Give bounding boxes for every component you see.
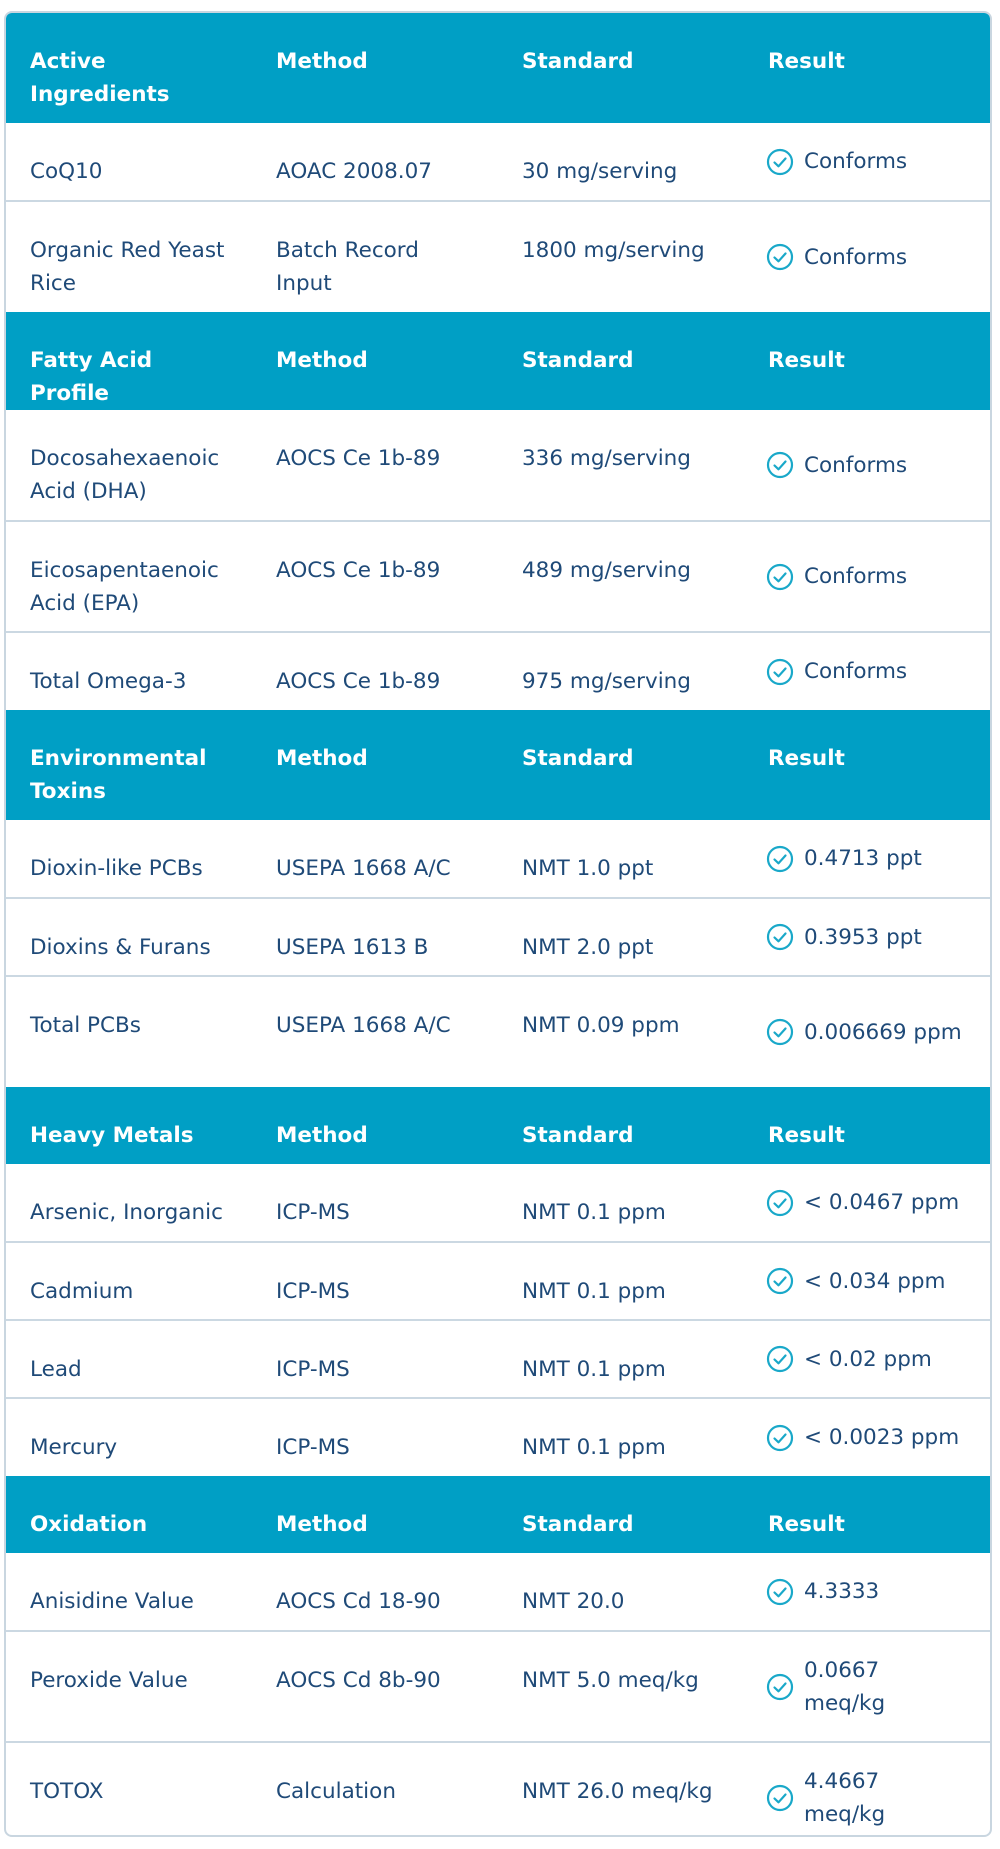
table-row [6,632,990,710]
row-standard: NMT 0.1 ppm [498,1242,744,1320]
row-standard: NMT 20.0 [498,1553,744,1631]
circle-check-icon [766,1673,794,1701]
row-result [744,410,990,521]
result-text: < 0.0467 ppm [804,1190,960,1215]
circle-check-icon [766,1578,794,1606]
row-ingredient: Peroxide Value [6,1631,252,1742]
result-text: 0.006669 ppm [804,1019,962,1045]
header-standard: Standard [522,1123,634,1148]
section-header-heavy-metals [6,1087,990,1164]
row-standard: 336 mg/serving [498,410,744,521]
test-results-table [6,13,990,1837]
result-text: Conforms [804,564,908,589]
row-standard: 975 mg/serving [522,669,691,694]
row-method: ICP-MS [252,1320,498,1398]
row-method: USEPA 1613 B [252,898,498,976]
result-text: < 0.0023 ppm [804,1425,960,1450]
circle-check-icon [766,658,794,686]
table-row [6,1553,990,1631]
row-standard: 30 mg/serving [498,123,744,201]
row-result [744,976,990,1087]
section-header-fatty-acid-profile [6,312,990,410]
result-text: 4.4667 meq/kg [804,1769,886,1827]
row-standard: NMT 1.0 ppt [498,820,744,898]
row-method: ICP-MS [276,1435,350,1460]
row-standard: 489 mg/serving [498,521,744,632]
circle-check-icon [766,243,794,271]
header-result: Result [768,1123,845,1148]
row-result [744,820,990,898]
test-results-card [4,11,992,1837]
row-ingredient: Dioxin-like PCBs [6,820,252,898]
circle-check-icon [766,1424,794,1452]
circle-check-icon [766,1267,794,1295]
row-method: AOCS Cd 8b-90 [252,1631,498,1742]
row-method: Batch Record Input [276,238,419,296]
row-result [744,632,990,710]
row-standard: NMT 5.0 meq/kg [498,1631,744,1742]
row-method: USEPA 1668 A/C [252,820,498,898]
header-method: Method [276,1123,368,1148]
row-method: USEPA 1668 A/C [276,1013,451,1038]
row-method: Calculation [276,1779,396,1804]
row-standard: 1800 mg/serving [522,238,705,263]
row-standard: NMT 0.1 ppm [498,1320,744,1398]
header-method: Method [276,746,368,771]
row-ingredient: Organic Red Yeast Rice [30,238,225,296]
circle-check-icon [766,1018,794,1046]
table-row [6,521,990,632]
result-text: < 0.02 ppm [804,1346,932,1372]
header-result: Result [768,348,845,373]
result-text: Conforms [804,659,908,684]
header-standard: Standard [522,348,634,373]
result-text: Conforms [804,452,908,478]
row-method: AOCS Ce 1b-89 [276,669,441,694]
row-ingredient: Docosahexaenoic Acid (DHA) [6,410,252,521]
table-row [6,1631,990,1742]
row-result [744,1398,990,1476]
circle-check-icon [766,563,794,591]
table-row [6,410,990,521]
header-result: Result [768,49,845,74]
row-ingredient: Cadmium [6,1242,252,1320]
table-row [6,123,990,201]
row-ingredient: TOTOX [30,1779,104,1804]
header-method: Method [276,49,368,74]
row-ingredient: Total PCBs [30,1013,141,1038]
row-result [744,201,990,312]
table-row [6,1164,990,1242]
circle-check-icon [766,148,794,176]
row-standard: NMT 0.1 ppm [522,1435,666,1460]
row-method: ICP-MS [252,1164,498,1242]
row-method: AOCS Ce 1b-89 [252,521,498,632]
row-result [744,1553,990,1631]
row-standard: NMT 0.1 ppm [498,1164,744,1242]
header-method: Method [276,1512,368,1537]
row-standard: NMT 2.0 ppt [498,898,744,976]
header-result: Result [768,1512,845,1537]
table-row [6,1742,990,1837]
row-ingredient: Anisidine Value [6,1553,252,1631]
row-method: AOCS Ce 1b-89 [252,410,498,521]
table-row [6,820,990,898]
table-row [6,1242,990,1320]
row-ingredient: Eicosapentaenoic Acid (EPA) [6,521,252,632]
header-standard: Standard [522,49,634,74]
section-header-oxidation [6,1476,990,1553]
table-row [6,898,990,976]
result-text: Conforms [804,149,908,174]
header-category: Fatty Acid Profile [30,348,153,406]
header-category: Heavy Metals [30,1123,194,1148]
row-standard: NMT 26.0 meq/kg [522,1779,713,1804]
circle-check-icon [766,923,794,951]
section-header-environmental-toxins [6,710,990,820]
row-result [744,521,990,632]
row-result [744,1242,990,1320]
row-result [744,123,990,201]
circle-check-icon [766,1345,794,1373]
row-method: AOCS Cd 18-90 [252,1553,498,1631]
header-category: Environmental Toxins [30,746,207,804]
result-text: Conforms [804,244,908,270]
row-result [744,1742,990,1837]
row-ingredient: Dioxins & Furans [6,898,252,976]
table-row [6,201,990,312]
header-category: Oxidation [30,1512,148,1537]
result-text: 0.3953 ppt [804,924,922,950]
row-ingredient: Lead [6,1320,252,1398]
header-standard: Standard [522,746,634,771]
table-row [6,1398,990,1476]
row-ingredient: Mercury [30,1435,118,1460]
header-result: Result [768,746,845,771]
row-result [744,898,990,976]
row-standard: NMT 0.09 ppm [522,1013,680,1038]
table-row [6,976,990,1087]
row-ingredient: CoQ10 [6,123,252,201]
row-result [744,1164,990,1242]
result-text: < 0.034 ppm [804,1268,946,1294]
section-header-active-ingredients [6,13,990,123]
header-standard: Standard [522,1512,634,1537]
header-category: Active Ingredients [30,49,170,107]
result-text: 0.4713 ppt [804,846,922,871]
result-text: 4.3333 [804,1579,880,1604]
circle-check-icon [766,451,794,479]
row-result [744,1631,990,1742]
row-ingredient: Arsenic, Inorganic [6,1164,252,1242]
result-text: 0.0667 meq/kg [804,1657,886,1716]
row-method: ICP-MS [252,1242,498,1320]
table-row [6,1320,990,1398]
row-result [744,1320,990,1398]
circle-check-icon [766,1784,794,1812]
circle-check-icon [766,845,794,873]
header-method: Method [276,348,368,373]
row-method: AOAC 2008.07 [252,123,498,201]
row-ingredient: Total Omega-3 [30,669,187,694]
circle-check-icon [766,1189,794,1217]
